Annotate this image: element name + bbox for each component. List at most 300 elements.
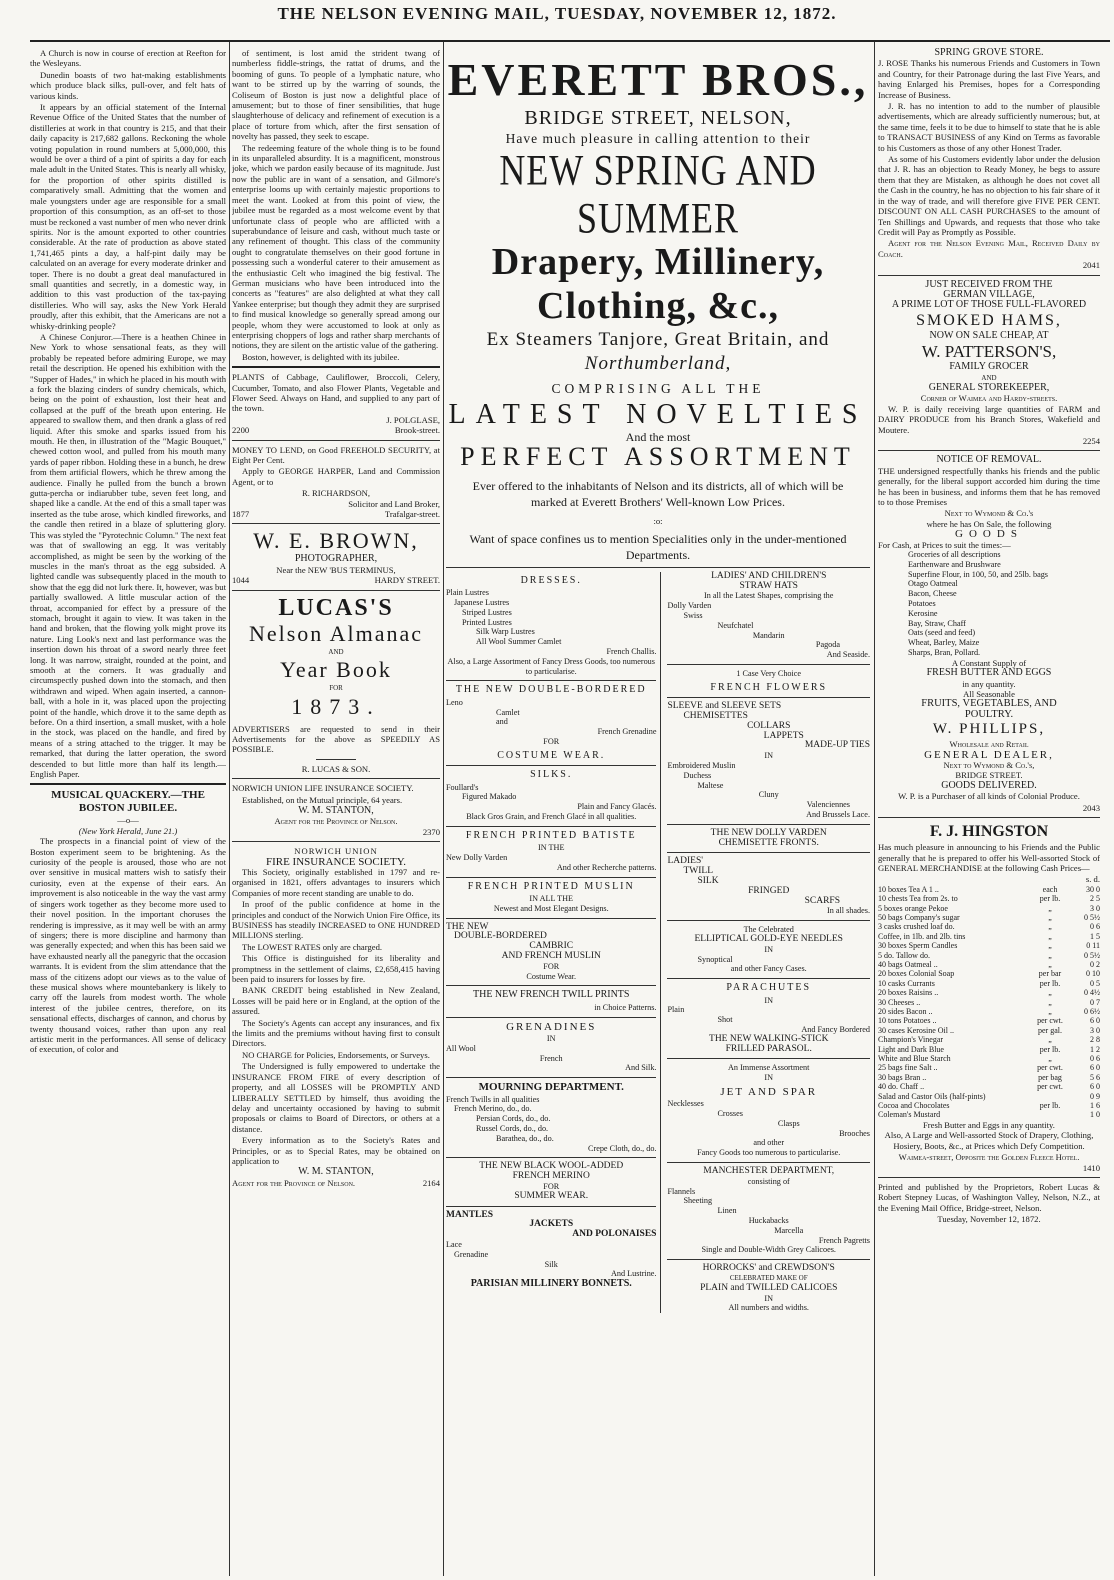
list-item: FRILLED PARASOL. [725,1043,812,1054]
dept-dresses: DRESSES. [520,574,582,586]
ad-plants-footer [232,425,440,435]
price-row [878,988,1100,997]
ad-phillips-5: BRIDGE STREET. [955,770,1023,781]
ad-norwich-life: NORWICH UNION LIFE INSURANCE SOCIETY. [232,783,414,794]
list-item: Neufchatel [717,620,754,630]
price-item: Cocoa and Chocolates [878,1101,950,1111]
price-unit [1030,1110,1070,1119]
ad-fire-1: This Society, originally established in 1797 and re-organised in 1821, offers advantages to insurers which Companies of more recent standing are unable to do. [232,866,440,898]
price-value: 0 5½ [1084,912,1100,922]
price-item: Light and Dark Blue [878,1044,944,1054]
price-item: White and Blue Starch [878,1054,951,1064]
ad-money-signature: R. RICHARDSON, [301,488,371,499]
ad-on-sale: NOW ON SALE CHEAP, AT [929,329,1049,341]
price-row [878,998,1100,1007]
list-item: All Wool Summer Camlet [476,637,562,647]
masthead-rule [30,40,1110,42]
list-item: Russel Cords, do., do. [476,1123,549,1133]
divider [878,817,1100,818]
dept-grenadines: GRENADINES [506,1020,597,1033]
price-row [878,1092,1100,1101]
price-unit: „ [1048,912,1052,922]
ad-lucas-for: FOR [329,684,343,693]
ad-smoked-hams: SMOKED HAMS, [916,311,1062,329]
divider [667,1259,870,1260]
ad-number: 2370 [422,826,440,837]
divider [446,985,656,986]
price-unit: „ [1048,1054,1052,1064]
everett-northumberland: Northumberland, [584,353,732,374]
list-item: Embroidered Muslin [667,760,736,770]
ad-stanton-role-2: Agent for the Province of Nelson. [232,1177,356,1188]
divider [446,1017,656,1018]
price-item: 3 casks crushed loaf do. [878,922,955,932]
ad-advertisers: ADVERTISERS are requested to send in their Advertisements for the above as SPEEDILY AS POSSIBLE. [232,723,440,755]
ad-season-1: All Seasonable [963,689,1015,700]
goods-item: Earthenware and Brushware [908,559,1001,569]
ad-rose-4: Agent for the Nelson Evening Mail, Received Daily by Coach. [878,238,1100,259]
ad-number: 2164 [422,1177,440,1188]
price-row [878,1007,1100,1016]
price-list [878,885,1100,1120]
ad-brown-title: W. E. BROWN, [253,528,419,554]
price-value: 0 10 [1086,969,1100,979]
goods-item: Sharps, Bran, Pollard. [908,648,981,658]
divider [446,1206,656,1207]
divider [446,1077,656,1078]
ad-removal-1: THE undersigned respectfully thanks his friends and the public generally, for the liberal support accorded him during the time he has been in business, and informs them that he has removed to to those Premises [878,465,1100,508]
divider [232,523,440,524]
price-unit: „ [1048,997,1052,1007]
divider [232,590,440,591]
price-value: 3 0 [1090,1025,1100,1035]
list-item: In all the Latest Shapes, comprising the [704,591,834,601]
ad-norwich-life-est: Established, on the Mutual principle, 64 years. [242,794,403,805]
ad-fire-2: In proof of the public confidence at home in the principles and conduct of the Norwich Union Fire Office, its BUSINESS has steadily INCREASED to ONE HUNDRED MILLIONS sterling. [232,899,440,941]
price-row [878,932,1100,941]
list-item: Striped Lustres [462,607,512,617]
ad-patterson: W. PATTERSON'S, [921,342,1057,362]
everett-offered: Ever offered to the inhabitants of Nelson and its districts, all of which will be marked at Everett Brothers' Well-known Low Prices. [472,479,844,510]
list-item: FOR [543,1181,560,1191]
ad-hingston-also: Also, A Large and Well-assorted Stock of Drapery, Clothing, Hosiery, Boots, &c., at Prices which Defy Competition. [884,1130,1094,1151]
dept-manchester: MANCHESTER DEPARTMENT, [703,1166,835,1177]
price-unit: per lb. [1039,978,1061,988]
list-item: Sheeting [683,1196,713,1206]
ad-norwich-fire-h2: FIRE INSURANCE SOCIETY. [265,855,407,868]
ad-address: HARDY STREET. [374,575,440,586]
list-item: IN [764,1293,774,1303]
price-value: 0 7 [1090,997,1100,1007]
list-item: DOUBLE-BORDERED [454,931,547,942]
price-unit: „ [1048,959,1052,969]
list-item: Valenciennes [806,800,850,810]
list-item: Maltese [697,780,724,790]
list-item: Plain [667,1005,685,1015]
headline-ornament: —o— [117,815,139,826]
list-item: FRINGED [748,885,790,896]
ad-lucas-year: 1873. [291,693,381,719]
ad-phillips-3: GENERAL DEALER, [924,748,1054,761]
price-value: 0 9 [1090,1091,1100,1101]
list-item: CELEBRATED MAKE OF [729,1274,808,1283]
everett-comprising: COMPRISING ALL THE [551,381,765,396]
price-value: 0 11 [1086,941,1100,951]
dept-muslin: FRENCH PRINTED MUSLIN [467,880,635,892]
list-item: New Dolly Varden [446,852,508,862]
goods-item: Wheat, Barley, Maize [908,638,980,648]
dept-parachutes: PARACHUTES [726,982,812,994]
everett-pleasure: Have much pleasure in calling attention to their [505,131,811,146]
list-item: IN [764,751,774,761]
ad-rose-1: J. ROSE Thanks his numerous Friends and Customers in Town and Country, for their Patronage during the last Five Years, and having Enlarged his Premises, hopes for a Corresponding Increase of Business. [878,58,1100,100]
ad-fire-4: This Office is distinguished for its liberality and promptness in the settlement of claims, £2,658,415 having been paid to insurers for losses by fire. [232,953,440,985]
price-unit: per gal. [1038,1025,1062,1035]
divider [667,1058,870,1059]
price-value: 5 6 [1090,1072,1100,1082]
price-row [878,894,1100,903]
list-item: IN THE [538,843,565,853]
ad-number: 2041 [1082,260,1100,271]
list-item: Necklesses [667,1099,704,1109]
price-item: 20 boxes Colonial Soap [878,969,955,979]
list-item: And other Recherche patterns. [556,862,657,872]
price-row [878,969,1100,978]
list-item: Black Gros Grain, and French Glacé in all qualities. [466,811,637,821]
price-item: Salad and Castor Oils (half-pints) [878,1091,986,1101]
ad-hingston-fresh: Fresh Butter and Eggs in any quantity. [923,1119,1055,1130]
price-value: 1 2 [1090,1044,1100,1054]
list-item: Also, a Large Assortment of Fancy Dress Goods, too numerous to particularise. [447,656,655,676]
list-item: Camlet [496,707,520,717]
list-item: An Immense Assortment [728,1063,810,1073]
ad-patterson-2: FAMILY GROCER [949,361,1029,373]
divider [446,877,656,878]
list-item: SLEEVE and SLEEVE SETS [667,701,782,712]
list-item: LAPPETS [763,730,804,741]
list-item: French Challis. [606,647,657,656]
list-item: AND FRENCH MUSLIN [501,950,601,961]
goods-item: Oats (seed and feed) [908,628,976,638]
ad-lucas-and: AND [328,647,344,656]
divider [878,450,1100,451]
dept-batiste: FRENCH PRINTED BATISTE [465,829,637,841]
everett-spring: NEW SPRING AND SUMMER [499,146,817,242]
ad-number: 2043 [1082,802,1100,813]
list-item: LADIES' AND CHILDREN'S [711,570,827,581]
list-item: Shot [717,1015,733,1025]
price-unit: per lb. [1039,894,1061,904]
list-item: In all shades. [827,906,870,916]
price-row [878,941,1100,950]
ad-stanton-name: W. M. STANTON, [298,804,374,816]
ad-plants-signature: J. POLGLASE, [386,414,440,425]
list-item: And Silk. [625,1063,657,1073]
divider [446,680,656,681]
list-item: And Brussels Lace. [806,809,870,819]
list-item: AND POLONAISES [572,1229,657,1240]
price-item: 30 boxes Sperm Candles [878,941,958,951]
price-value: 0 6 [1090,922,1100,932]
ad-phillips-4: Next to Wymond & Co.'s, [943,760,1035,771]
everett-advertisement [446,48,870,1573]
ad-rose-3: As some of his Customers evidently labor under the delusion that J. R. has an objection to Ready Money, he begs to assure them that they are Mistaken, as although he does not covet all the Cash in the country, he has no objection to his fair share of it in the way of trade, and will therefore give FIVE PER CENT. DISCOUNT ON ALL CASH PURCHASES to the amount of Ten Shillings and Upwards, and requests that those who take Credit will Pay as Promptly as Possible. [878,154,1100,237]
price-row [878,960,1100,969]
ad-number: 1410 [1082,1162,1100,1173]
price-item: 25 bags fine Salt .. [878,1063,938,1073]
list-item: Newest and Most Elegant Designs. [493,903,609,913]
price-item: 30 bags Bran .. [878,1072,927,1082]
goods-item: Superfine Flour, in 100, 50, and 25lb. bags [908,569,1048,579]
list-item: IN [546,1033,556,1043]
price-value: 1 0 [1090,1110,1100,1120]
list-item: French Grenadine [597,727,657,737]
price-row [878,1016,1100,1025]
article-continued-2: The redeeming feature of the whole thing is to be found in its unparalleled absurdity. It is a magnificent, monstrous joke, which we pardon easily because of its magnitude. Just now the public are in want of a sensation, and Gilmore's enterprise looms up with certainly majestic proportions to meet the want. Looked at from this point of view, the jubilee must be regarded as a most welcome event by that unfortunate class of people who are afflicted with a superabundance of leisure and cash, without much taste or any refinement of thought. This class of the community ought to congratulate themselves on their good fortune in possessing such a wonderful caterer to their amusement as the enthusiastic Celt who imagined the big festival. The German musicians who have been introduced into the concerts as "features" are also delighted at what they call Yankee enterprise; but though they admit they are surprised to find musical knowledge so generally spread among our people, whom they were accustomed to look at only as enterprising choppers of logs and rather sharp merchants of notions, they are silent on the artistic value of the gathering. [232,142,440,351]
ad-patterson-and: AND [981,373,997,382]
article-source: (New York Herald, June 21.) [78,825,178,836]
price-item: 20 boxes Raisins .. [878,988,939,998]
dept-jet-spar: JET AND SPAR [720,1085,818,1098]
list-item: ELLIPTICAL GOLD-EYE NEEDLES [694,933,843,944]
list-item: THE NEW [446,921,489,932]
ad-fire-3: The LOWEST RATES only are charged. [242,941,383,952]
ad-removal-title: NOTICE OF REMOVAL. [936,454,1042,466]
price-value: 0 5½ [1084,950,1100,960]
list-item: Crepe Cloth, do., do. [588,1143,657,1153]
price-row [878,1082,1100,1091]
list-item: French Twills in all qualities [446,1094,540,1104]
ad-rose-2: J. R. has no intention to add to the number of plausible advertisements, which are already sufficiently numerous; but, at the same time, feels it to be due to himself to state that he is able to TRANSACT BUSINESS of any Kind on Terms as favorable to his Customers as those of any other Honest Trader. [878,101,1100,153]
everett-street: BRIDGE STREET, NELSON, [524,107,792,129]
price-row [878,885,1100,894]
list-item: THE NEW DOLLY VARDEN [710,827,827,838]
list-item: French Merino, do., do. [454,1104,532,1114]
price-row [878,1026,1100,1035]
list-item: All numbers and widths. [728,1303,809,1313]
list-item: consisting of [747,1176,790,1186]
list-item: Swiss [683,611,703,620]
list-item: Barathea, do., do. [496,1133,554,1143]
goods-item: Potatoes [908,599,936,609]
divider [446,765,656,766]
article-chinese-conjuror: A Chinese Conjuror.—There is a heathen Chinee in New York to whose sensational feats, as they will probably be repeated before admiring Europe, we may retail the description. He opened his exhibition with the "Supper of Hades," in which he placed in his mouth with a fork the blazing cinders of sundry chemicals, which, being on the point of exhaustion, lost their heat and collapsed at the puff of the breath upon entering. He appeared to swallow them, and then drank a glass of red liquid. After this smoke and sparks issued from his mouth. He then, in illustration of the "Magic Bouquet," chewed cotton wool, and pulled from his mouth many yards of paper ribbon. Holding these in a bunch, he drew from them artificial flowers, which he threw among the audience. Finally he pulled from the bunch a brown gutta-percha or indiarubber tube, seven feet long, and shaped like a candle. At the end of this a small taper was inserted as the tube arose, which kindled fireworks, and the candle then retired in a blaze of spluttering glory. This was styled the "Pyrotechnic Column." The next feat was that of swallowing an egg. It was veritably accomplished, as might be seen by the working of the muscles in the man's throat as the egg subsided. A lighted candle was subsequently placed in the mouth to show that the egg did not lurk there. It, however, was but partially swallowed. A little muscular action of the throat, accompanied for effect by a pressure of the stomach, brought it again to view. It was taken in the hand and broken, that the flowing yolk might prove its nature. Ling Look's next and last performance was the insertion down his throat of a sword nearly three feet long. It was narrow, straight, rounded at the point, and smooth at the corners. It was gradually and circumspectly pushed down into the stomach, and then withdrawn and wiped. When again inserted, a cannon-ball, with a hole in it, was placed upon the projecting point of the handle, which drove it to the same depth as before. On a third insertion, a small musket, with a hole in the stock, was placed on the handle, and fired by means of a string attached to the trigger. It may be remarked, that during the latter operation, the sword descended to but little more than half its length.—English Paper. [30,331,226,780]
list-item: Costume Wear. [526,971,577,981]
ad-hingston: F. J. HINGSTON [929,823,1049,841]
list-item: PLAIN and TWILLED CALICOES [700,1282,838,1293]
divider [667,1162,870,1163]
list-item: Printed Lustres [462,617,512,627]
ad-brown-location: Near the NEW 'BUS TERMINUS, [276,564,396,575]
ad-removal-3: where he has On Sale, the following [926,518,1052,529]
ad-fire-8: The Undersigned is fully empowered to undertake the INSURANCE FROM FIRE of every description of property, and all LOSSES will be PROMPTLY AND LIBERALLY SETTLED by himself, thus avoiding the delay and uncertainty occasioned by having to submit proposals or claims to Board of Directors, or others at a distance. [232,1061,440,1134]
list-item: Marcella [774,1225,804,1235]
list-item: THE NEW BLACK WOOL-ADDED [479,1161,624,1172]
masthead: THE NELSON EVENING MAIL, TUESDAY, NOVEMBER 12, 1872. [277,4,837,23]
price-unit: „ [1048,941,1052,951]
list-item: And Lustrine. [610,1269,657,1279]
divider [446,1157,656,1158]
price-value: 6 0 [1090,1082,1100,1092]
list-item: LADIES' [667,856,703,867]
list-item: Flannels [667,1186,696,1196]
article-church: A Church is now in course of erection at Reefton for the Wesleyans. [30,48,226,69]
list-item: CHEMISETTES [683,710,748,721]
price-unit [1030,1092,1070,1101]
ad-patterson-3: GENERAL STOREKEEPER, [928,381,1050,393]
price-value: 0 6 [1090,1054,1100,1064]
divider [232,778,440,779]
ad-fire-7: NO CHARGE for Policies, Endorsements, or Surveys. [242,1049,430,1060]
price-value: 0 6½ [1084,1007,1100,1017]
ad-phillips-7: W. P. is a Purchaser of all kinds of Colonial Produce. [898,791,1080,802]
ad-stanton-name-2: W. M. STANTON, [298,1166,374,1178]
article-musical-quackery: The prospects in a financial point of view of the Boston experiment seem to be brightening. As the curiosity of the people is aroused, those who are not over sensitive in musical matters wish to satisfy their curiosity, even at the expense of their ears. An improvement is also noticeable in the way the vast army of singers work together as they become more used to their novel position. In the important choruses the rendering is impressive, as it may well be with an army of singers; there is more discipline and harmony than was generally expected; and when this has been said we have exhausted nearly all the panegyric that the occasion warrants. It is evident from the slim attendance that the mass of the citizens adopt our views as to the value of these musical shows where mountebankery is likely to carry off the laurels from modest worth. The whole interest of the jubilee centres, therefore, on its sensational effects, discharges of cannon, and chorus by twenty thousand voices, rather than upon any real artistic merit in the performances. All sense of delicacy of execution, of color and [30,836,226,1055]
goods-list [878,550,1100,658]
ad-number: 2254 [1082,436,1100,446]
everett-drapery: Drapery, Millinery, [491,241,825,283]
everett-title: EVERETT BROS., [447,54,869,105]
price-unit: „ [1048,950,1052,960]
divider [667,664,870,665]
price-value: 2 8 [1090,1035,1100,1045]
everett-steamers: Ex Steamers Tanjore, Great Britain, and [486,329,830,350]
price-item: 30 cases Kerosine Oil .. [878,1025,954,1035]
price-value: 0 5 [1090,978,1100,988]
price-unit: „ [1048,1007,1052,1017]
ad-norwich-fire-h1: NORWICH UNION [294,846,378,857]
price-item: Champion's Vinegar [878,1035,944,1045]
dept-silks: SILKS. [530,769,573,781]
column-divider [229,42,230,1576]
ad-lucas-signature: R. LUCAS & SON. [301,763,371,774]
divider [667,824,870,825]
list-item: Huckabacks [748,1216,789,1226]
price-item: 5 boxes orange Pekoe [878,903,948,913]
list-item: COSTUME WEAR. [497,749,606,761]
list-item: PARISIAN MILLINERY BONNETS. [470,1278,632,1290]
ad-address: Brook-street. [394,425,440,436]
price-row [878,1035,1100,1044]
everett-departments [446,572,870,1313]
list-item: All Wool [446,1043,476,1053]
price-value: 30 0 [1086,884,1100,894]
price-value: 1 6 [1090,1101,1100,1111]
price-unit: per cwt. [1037,1082,1063,1092]
list-item: Leno [446,697,463,707]
price-row [878,1045,1100,1054]
short-rule [316,759,356,760]
ad-fire-9: Every information as to the Society's Rates and Principles, or as to Special Rates, may be obtained on application to [232,1135,440,1166]
ad-hingston-2: Has much pleasure in announcing to his Friends and the Public generally that he is prepared to offer his Well-assorted Stock of GENERAL MERCHANDISE at the following Cash Prices— [878,842,1100,873]
price-item: 40 bags Oatmeal .. [878,959,938,969]
price-item: 10 casks Currants [878,978,935,988]
ad-money-title: Solicitor and Land Broker, [348,498,440,509]
divider [446,918,656,919]
list-item: MANTLES [446,1209,493,1220]
column-4 [878,48,1100,1573]
dept-twill-prints: THE NEW FRENCH TWILL PRINTS [472,989,630,1001]
ad-number: 1044 [232,575,250,586]
price-item: Coffee, in 1lb. and 2lb. tins [878,931,966,941]
price-unit: „ [1048,988,1052,998]
price-unit: per cwt. [1037,1063,1063,1073]
ad-money-footer [232,509,440,519]
list-item: and other [753,1138,785,1148]
dept-mourning: MOURNING DEPARTMENT. [478,1081,624,1094]
list-item: and [496,717,508,727]
price-row [878,1073,1100,1082]
price-item: 30 Cheeses .. [878,997,921,1007]
list-item: French Pagretts [818,1235,870,1245]
list-item: COLLARS [747,720,791,731]
list-item: Duchess [683,770,712,780]
list-item: TWILL [683,866,714,877]
ad-phillips: W. PHILLIPS, [932,721,1046,738]
ad-number: 1877 [232,509,250,520]
list-item: SUMMER WEAR. [514,1190,589,1201]
article-distilleries: It appears by an official statement of the Internal Revenue Office of the United States that the number of distilleries at work in that country is 215, and that their daily capacity is 217,682 gallons. Reckoning the whole voting population in round numbers at 5,000,000, this would be over a third of a pint of spirits a day for each male adult in the United States. This is nearly all whisky, for the proportion of other spirits distilled is comparatively small. Admitting that the women and male youngsters under age are responsible for a small proportion of this consumption, as an off-set to those must be reckoned a vast number of men who never drink spirits. Nor is the amount exported to other countries considerable. At the rate of production as above stated 1,741,465 pints a day, a half-pint daily may be calculated on an average for every moderate drinker and toper. There is no doubt a great deal manufactured in small quantities and secretly, in a domestic way, in addition to this vast production of the tax-paying distilleries. Who will say, asks the New York Herald proudly, after this exhibit, that the Americans are not a whisky-drinking people? [30,102,226,331]
divider [667,920,870,921]
ad-brown-subtitle: PHOTOGRAPHER, [294,553,378,565]
list-item: Linen [717,1206,737,1216]
list-item: Brooches [839,1128,870,1138]
ad-lucas-title: LUCAS'S [278,594,394,621]
list-item: Persian Cords, do., do. [476,1114,551,1124]
list-item: IN [764,995,774,1005]
price-value: 3 0 [1090,903,1100,913]
list-item: MADE-UP TIES [804,740,870,751]
list-item: Synoptical [697,954,733,964]
price-row [878,1101,1100,1110]
departments-left [446,572,661,1313]
price-item: 10 chests Tea from 2s. to [878,894,958,904]
divider [667,852,870,853]
price-value: 1 5 [1090,931,1100,941]
article-continued: of sentiment, is lost amid the strident twang of numberless fiddle-strings, the rattat of drums, and the booming of guns. To people of a lymphatic nature, who want to be stirred up by the warring of sounds, the Coliseum of Boston is just now a delightful place of amusement; but to those of finer sensibilities, that huge slaughterhouse of delicacy and refinement of execution is a place of torture from which, after the first sensation of novelty has passed, they seek to escape. [232,48,440,142]
price-row [878,922,1100,931]
price-row [878,1063,1100,1072]
ad-fire-6: The Society's Agents can accept any insurances, and fix the limits and the premiums without having first to consult Directors. [232,1017,440,1049]
ad-hingston-address: Waimea-street, Opposite the Golden Fleece Hotel. [898,1152,1080,1163]
divider [30,783,226,785]
ad-german-1: JUST RECEIVED FROM THE [925,278,1053,290]
ad-german-3: A PRIME LOT OF THOSE FULL-FLAVORED [891,299,1087,311]
price-row [878,1110,1100,1119]
list-item: Figured Makado [462,792,517,802]
list-item: THE NEW WALKING-STICK [709,1033,829,1044]
divider [878,275,1100,276]
list-item: FOR [543,961,560,971]
column-1 [30,48,226,1573]
divider [232,440,440,441]
price-unit: per bar [1038,969,1062,979]
price-row [878,951,1100,960]
dept-double-bordered: THE NEW DOUBLE-BORDERED [455,684,647,696]
divider [446,826,656,827]
departments-right [661,572,870,1313]
list-item: Fancy Goods too numerous to particularise. [697,1148,841,1158]
list-item: Clasps [777,1118,800,1128]
price-item: 10 boxes Tea A 1 .. [878,884,939,894]
list-item: French [539,1053,563,1063]
imprint-date: Tuesday, November 12, 1872. [937,1214,1041,1225]
column-divider [443,42,444,1576]
list-item: SCARFS [804,895,840,906]
list-item: IN ALL THE [529,893,574,903]
price-header: s. d. [1085,874,1100,885]
divider [232,366,440,368]
